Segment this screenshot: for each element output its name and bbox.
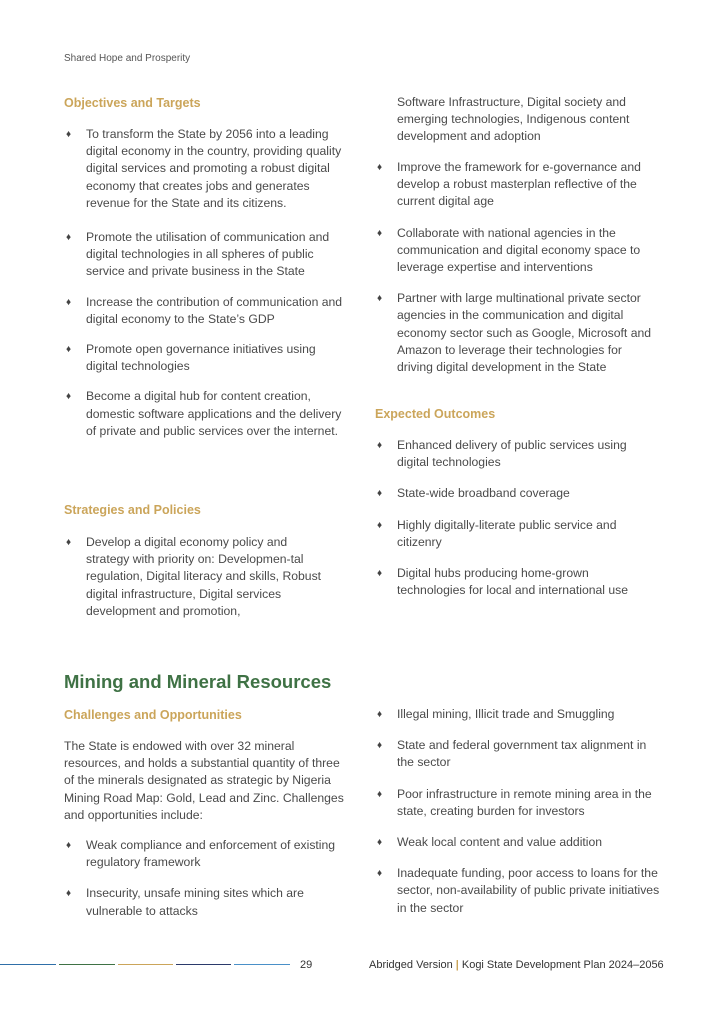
bullet-diamond-icon: ♦ xyxy=(66,888,72,900)
page-number: 29 xyxy=(300,959,313,971)
footer-title xyxy=(369,959,664,971)
bullet-diamond-icon: ♦ xyxy=(377,162,383,173)
list-item: ♦ Weak compliance and enforcement of existing regulatory framework xyxy=(66,838,336,870)
bullet-diamond-icon: ♦ xyxy=(377,568,383,580)
footer-rule-1 xyxy=(0,964,56,965)
bullet-diamond-icon: ♦ xyxy=(377,488,383,500)
bullet-diamond-icon: ♦ xyxy=(66,296,72,308)
list-item: ♦ Insecurity, unsafe mining sites which are vulnerable to attacks xyxy=(66,886,304,918)
list-item: ♦ Enhanced delivery of public services using digital technologies xyxy=(377,438,627,470)
bullet-diamond-icon: ♦ xyxy=(377,227,383,239)
list-item: ♦ Weak local content and value addition xyxy=(375,834,660,851)
strategies-heading: Strategies and Policies xyxy=(64,503,201,517)
list-item: ♦ Partner with large multinational private sector agencies in the communication and digital economy sector such as Google, Microsoft and Amazon to leverage their technologies for driving digital development in the State xyxy=(377,291,652,375)
bullet-diamond-icon: ♦ xyxy=(66,391,72,403)
mining-list-left xyxy=(64,837,349,920)
bullet-diamond-icon: ♦ xyxy=(377,293,383,305)
list-item: ♦ Digital hubs producing home-grown technologies for local and international use xyxy=(377,566,629,598)
footer-separator: | xyxy=(455,959,459,971)
list-item: ♦ Highly digitally-literate public service and citizenry xyxy=(377,517,617,549)
bullet-diamond-icon: ♦ xyxy=(377,788,383,800)
list-item: ♦ Develop a digital economy policy and strategy with priority on: Developmen-tal regulation, Digital literacy and skills, Robust digital infrastructure, Digital services development and promotion, xyxy=(66,535,322,618)
strategies-list-continued xyxy=(375,159,660,376)
list-item: ♦ Inadequate funding, poor access to loans for the sector, non-availability of public private initiatives in the sector xyxy=(377,866,660,915)
list-item: ♦ State and federal government tax alignment in the sector xyxy=(377,738,647,770)
bullet-diamond-icon: ♦ xyxy=(66,344,72,356)
objectives-list xyxy=(64,126,349,440)
bullet-diamond-icon: ♦ xyxy=(377,837,383,849)
footer-plan-title: Kogi State Development Plan 2024–2056 xyxy=(461,959,664,971)
list-item: ♦ Poor infrastructure in remote mining area in the state, creating burden for investors xyxy=(377,786,652,818)
challenges-heading: Challenges and Opportunities xyxy=(64,708,242,722)
mining-list-right xyxy=(375,706,660,917)
list-item: ♦ Improve the framework for e-governance and develop a robust masterplan reflective of the current digital age xyxy=(377,160,641,209)
bullet-diamond-icon: ♦ xyxy=(66,232,72,244)
mining-intro: The State is endowed with over 32 mineral resources, and holds a substantial quantity of three of the minerals designated as strategic by Nigeria Mining Road Map: Gold, Lead and Zinc. Challenges and opportunities include: xyxy=(64,739,344,822)
list-item: ♦ Promote open governance initiatives using digital technologies xyxy=(66,342,316,374)
footer-rule-5 xyxy=(234,964,290,965)
strategies-list xyxy=(64,534,326,620)
bullet-diamond-icon: ♦ xyxy=(377,440,383,451)
bullet-diamond-icon: ♦ xyxy=(377,519,383,531)
strategies-continuation: Software Infrastructure, Digital society and emerging technologies, Indigenous content development and adoption xyxy=(397,95,630,144)
list-item: ♦ Increase the contribution of communication and digital economy to the State’s GDP xyxy=(66,294,343,326)
footer-rule-3 xyxy=(118,964,173,965)
bullet-diamond-icon: ♦ xyxy=(377,709,383,720)
list-item: ♦ Collaborate with national agencies in the communication and digital economy space to leverage expertise and interventions xyxy=(377,225,641,275)
section-title: Mining and Mineral Resources xyxy=(64,671,332,692)
bullet-diamond-icon: ♦ xyxy=(377,868,383,880)
bullet-diamond-icon: ♦ xyxy=(377,740,383,752)
footer-rule-2 xyxy=(59,964,115,965)
objectives-heading: Objectives and Targets xyxy=(64,96,201,110)
footer-rule-4 xyxy=(176,964,231,965)
list-item: ♦ To transform the State by 2056 into a leading digital economy in the country, providing quality digital services and promoting a robust digital economy that creates jobs and generates revenue for the State and its citizens. xyxy=(66,127,342,210)
outcomes-heading: Expected Outcomes xyxy=(375,407,496,421)
list-item: ♦ State-wide broadband coverage xyxy=(375,485,660,502)
bullet-diamond-icon: ♦ xyxy=(66,129,72,140)
bullet-diamond-icon: ♦ xyxy=(66,537,72,548)
list-item: ♦ Promote the utilisation of communication and digital technologies in all spheres of public service and private business in the State xyxy=(66,230,330,279)
footer-edition: Abridged Version xyxy=(369,959,453,971)
list-item: ♦ Illegal mining, Illicit trade and Smuggling xyxy=(375,706,660,723)
outcomes-list xyxy=(375,437,660,599)
running-head: Shared Hope and Prosperity xyxy=(64,53,191,64)
bullet-diamond-icon: ♦ xyxy=(66,840,72,851)
list-item: ♦ Become a digital hub for content creation, domestic software applications and the delivery of private and public services over the internet. xyxy=(66,389,342,438)
